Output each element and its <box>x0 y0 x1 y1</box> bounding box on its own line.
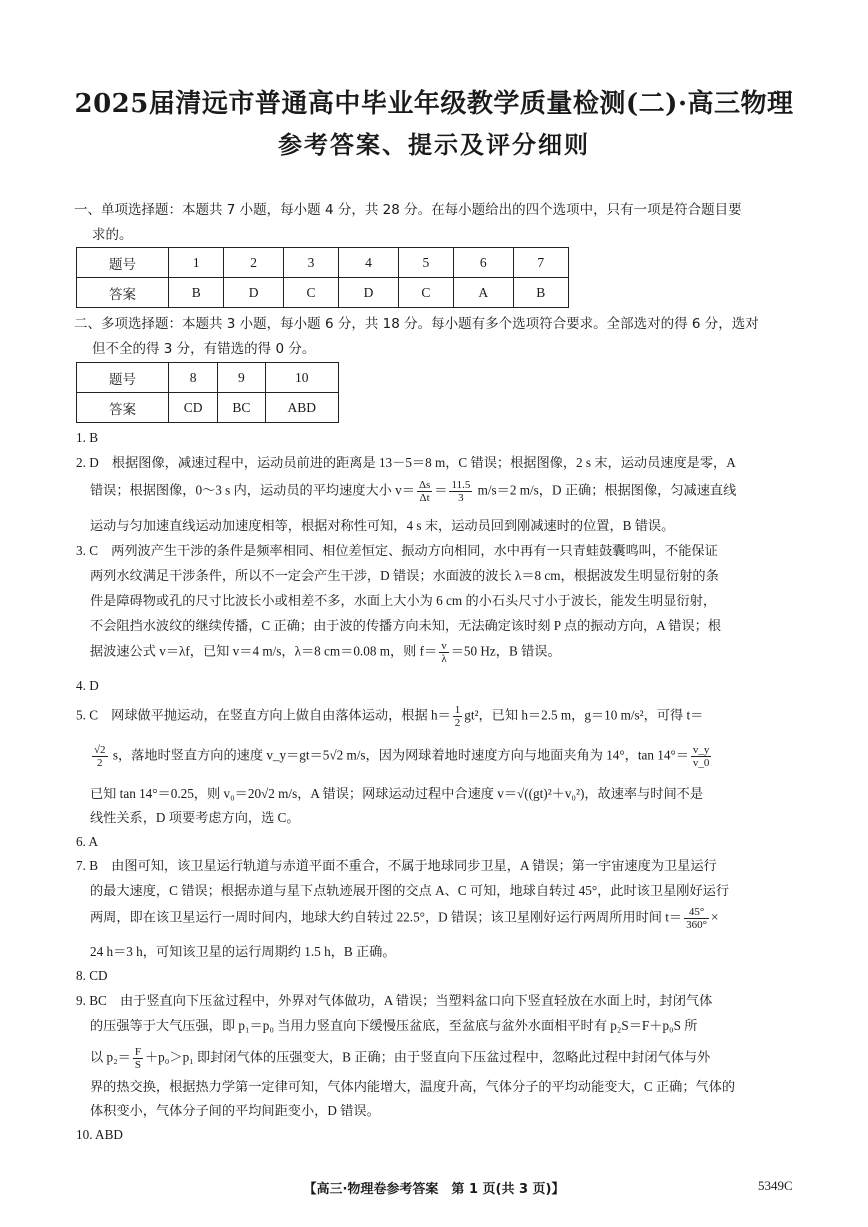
numerator: F <box>134 1046 141 1058</box>
explanation-q3-line2: 两列水纹满足干涉条件，所以不一定会产生干涉，D 错误；水面波的波长 λ＝8 cm，根据波发生明显衍射的条 <box>90 568 719 583</box>
question-number: 8 <box>169 363 218 393</box>
row-label: 答案 <box>77 278 169 308</box>
explanation-q2-line2 <box>90 479 810 504</box>
document-code: 5349C <box>758 1178 793 1193</box>
denominator: 2 <box>97 757 103 769</box>
explanation-q3-line3: 件是障碍物或孔的尺寸比波长小或相差不多，水面上大小为 6 cm 的小石头尺寸小于波长，能发生明显衍射， <box>90 593 717 608</box>
text: ＝ <box>434 482 448 498</box>
section1-heading <box>76 198 802 248</box>
explanation-q9-line5: 体积变小，气体分子间的平均间距变小，D 错误。 <box>90 1103 380 1118</box>
text: 据波速公式 v＝λf，已知 v＝4 m/s，λ＝8 cm＝0.08 m，则 f＝ <box>90 643 438 659</box>
explanation-q6: 6. A <box>76 834 98 849</box>
denominator: 2 <box>454 717 461 729</box>
question-number: 5 <box>398 248 453 278</box>
numerator: √2 <box>94 744 106 756</box>
explanation-q9-line1: 9. BC 由于竖直向下压盆过程中，外界对气体做功，A 错误；当塑料盆口向下竖直轻放在水面上时，封闭气体 <box>76 993 713 1008</box>
table-row <box>77 278 569 308</box>
question-number: 4 <box>339 248 398 278</box>
row-label: 题号 <box>77 248 169 278</box>
question-number: 10 <box>265 363 338 393</box>
explanation-q9-line2: 的压强等于大气压强，即 p₁＝p₀ 当用力竖直向下缓慢压盆底，至盆底与盆外水面相平时有 p₂S＝F＋p₀S 所 <box>90 1018 698 1033</box>
answer-cell: B <box>169 278 224 308</box>
fraction <box>453 704 463 729</box>
explanation-q2-line3: 运动与匀加速直线运动加速度相等，根据对称性可知，4 s 末，运动员回到刚减速时的位置，B 错误。 <box>90 518 675 533</box>
row-label: 题号 <box>77 363 169 393</box>
denominator: Δt <box>419 492 430 504</box>
question-number: 7 <box>513 248 568 278</box>
denominator: 3 <box>458 492 464 504</box>
text: 以 p₂＝ <box>90 1049 131 1065</box>
text: m/s＝2 m/s，D 正确；根据图像，匀减速直线 <box>474 482 737 498</box>
page-subtitle: 参考答案、提示及评分细则 <box>278 130 590 159</box>
numerator: 1 <box>454 704 461 716</box>
answer-cell: CD <box>169 393 218 423</box>
explanation-q5-line1 <box>76 704 796 729</box>
page-title: 2025届清远市普通高中毕业年级教学质量检测(二)·高三物理 <box>74 89 794 119</box>
question-number: 1 <box>169 248 224 278</box>
explanation-q3-line4: 不会阻挡水波纹的继续传播，C 正确；由于波的传播方向未知，无法确定该时刻 P 点的振动方向，A 错误；根 <box>90 618 722 633</box>
question-number: 2 <box>224 248 283 278</box>
page-footer: 【高三·物理卷参考答案 第 1 页(共 3 页)】 <box>303 1182 565 1197</box>
numerator: Δs <box>418 479 431 491</box>
fraction <box>691 744 712 769</box>
question-number: 9 <box>218 363 265 393</box>
explanation-q3-line5 <box>90 640 810 665</box>
text: × <box>711 909 719 925</box>
row-label: 答案 <box>77 393 169 423</box>
question-number: 3 <box>283 248 338 278</box>
section2-heading-line1: 二、多项选择题：本题共 3 小题，每小题 6 分，共 18 分。每小题有多个选项符合要求。全部选对的得 6 分，选对 <box>74 316 759 332</box>
answer-cell: C <box>398 278 453 308</box>
text: gt²，已知 h＝2.5 m，g＝10 m/s²，可得 t＝ <box>464 707 704 723</box>
explanation-q1: 1. B <box>76 430 98 445</box>
explanation-q10: 10. ABD <box>76 1127 123 1142</box>
section2-heading <box>76 312 802 362</box>
denominator: 360° <box>686 919 708 931</box>
text: s，落地时竖直方向的速度 v_y＝gt＝5√2 m/s，因为网球着地时速度方向与地面夹角为 14°，tan 14°＝ <box>109 747 689 763</box>
explanation-q8: 8. CD <box>76 968 108 983</box>
denominator: λ <box>441 653 447 665</box>
answer-cell: C <box>283 278 338 308</box>
denominator: S <box>134 1059 141 1071</box>
explanation-q7-line4: 24 h＝3 h，可知该卫星的运行周期约 1.5 h，B 正确。 <box>90 944 396 959</box>
section1-heading-line1: 一、单项选择题：本题共 7 小题，每小题 4 分，共 28 分。在每小题给出的四个选项中，只有一项是符合题目要 <box>74 202 742 218</box>
section1-answer-table <box>76 247 569 308</box>
numerator: v_y <box>692 744 710 756</box>
section2-answer-table <box>76 362 339 423</box>
numerator: 45° <box>684 906 709 919</box>
table-row <box>77 363 339 393</box>
numerator: 11.5 <box>451 479 471 491</box>
section1-heading-line2: 求的。 <box>92 227 133 243</box>
explanation-q3-line1: 3. C 两列波产生干涉的条件是频率相同、相位差恒定、振动方向相同，水中再有一只青蛙鼓囊鸣叫，不能保证 <box>76 543 718 558</box>
explanation-q7-line1: 7. B 由图可知，该卫星运行轨道与赤道平面不重合，不属于地球同步卫星，A 错误；第一宇宙速度为卫星运行 <box>76 858 717 873</box>
answer-cell: BC <box>218 393 265 423</box>
explanation-q2-line1: 2. D 根据图像，减速过程中，运动员前进的距离是 13－5＝8 m，C 错误；根据图像，2 s 末，运动员速度是零，A <box>76 455 736 470</box>
explanation-q7-line3 <box>90 906 810 931</box>
denominator: v_0 <box>692 757 710 769</box>
text: 5. C 网球做平抛运动，在竖直方向上做自由落体运动，根据 h＝ <box>76 707 451 723</box>
text: 两周，即在该卫星运行一周时间内，地球大约自转过 22.5°，D 错误；该卫星刚好运行两周所用时间 t＝ <box>90 909 683 925</box>
explanation-q9-line3 <box>90 1046 810 1071</box>
answer-cell: A <box>454 278 513 308</box>
answer-cell: ABD <box>265 393 338 423</box>
answer-cell: B <box>513 278 568 308</box>
fraction <box>449 479 472 504</box>
table-row <box>77 393 339 423</box>
explanation-q5-line2 <box>90 744 810 769</box>
question-number: 6 <box>454 248 513 278</box>
fraction <box>133 1046 143 1071</box>
explanation-q4: 4. D <box>76 678 99 693</box>
answer-cell: D <box>339 278 398 308</box>
fraction <box>684 906 709 931</box>
numerator: v <box>441 640 447 652</box>
explanation-q5-line4: 线性关系，D 项要考虑方向，选 C。 <box>90 810 300 825</box>
explanation-q9-line4: 界的热交换，根据热力学第一定律可知，气体内能增大，温度升高，气体分子的平均动能变大，C 正确；气体的 <box>90 1079 736 1094</box>
fraction <box>439 640 449 665</box>
explanation-q7-line2: 的最大速度，C 错误；根据赤道与星下点轨迹展开图的交点 A、C 可知，地球自转过 45°，此时该卫星刚好运行 <box>90 883 730 898</box>
text: ＋p₀＞p₁ 即封闭气体的压强变大，B 正确；由于竖直向下压盆过程中，忽略此过程中封闭气体与外 <box>145 1049 711 1065</box>
fraction <box>417 479 432 504</box>
table-row <box>77 248 569 278</box>
text: 错误；根据图像，0～3 s 内，运动员的平均速度大小 v＝ <box>90 482 415 498</box>
section2-heading-line2: 但不全的得 3 分，有错选的得 0 分。 <box>92 341 316 357</box>
answer-cell: D <box>224 278 283 308</box>
text: ＝50 Hz，B 错误。 <box>450 643 561 659</box>
explanation-q5-line3: 已知 tan 14°＝0.25，则 v₀＝20√2 m/s，A 错误；网球运动过程中合速度 v＝√((gt)²＋v₀²)，故速率与时间不是 <box>90 786 704 801</box>
fraction <box>92 744 108 769</box>
